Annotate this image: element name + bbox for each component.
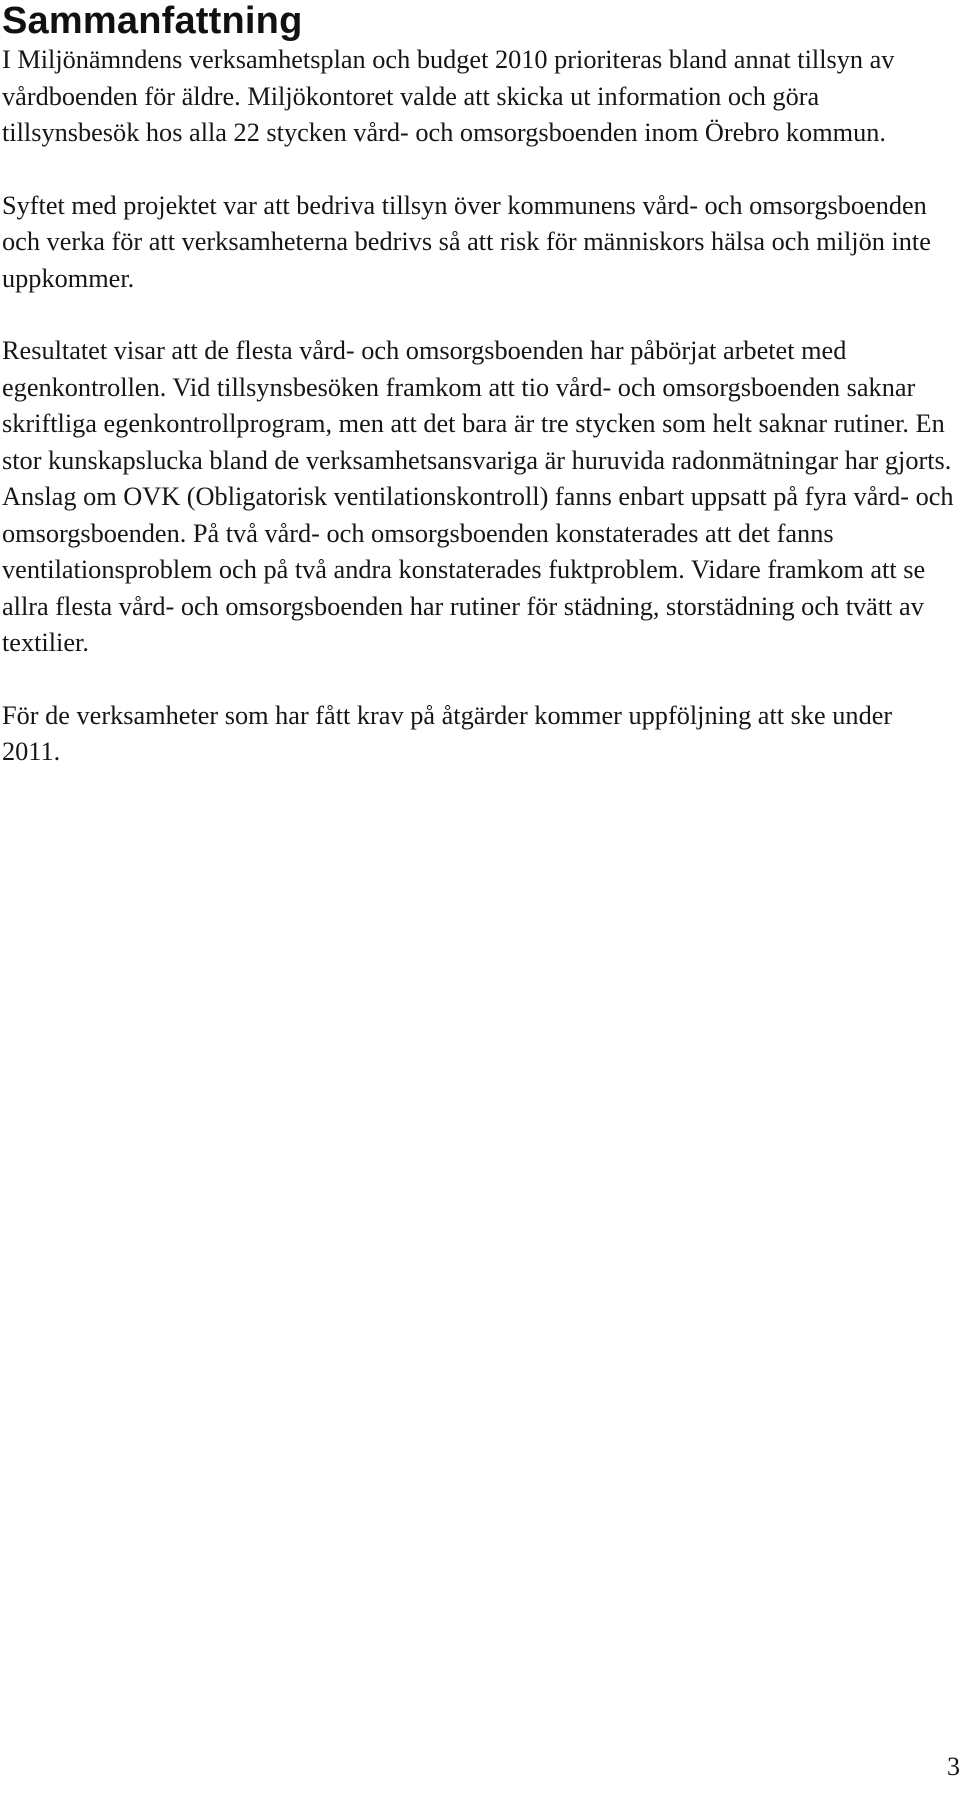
paragraph-purpose: Syftet med projektet var att bedriva tillsyn över kommunens vård- och omsorgsboenden och verka för att verksamheterna bedrivs så att risk för människors hälsa och miljön inte uppkommer. xyxy=(2,190,931,293)
page-title: Sammanfattning xyxy=(2,0,303,42)
paragraph-results: Resultatet visar att de flesta vård- och omsorgsboenden har påbörjat arbetet med egenkontrollen. Vid tillsynsbesöken framkom att tio vård- och omsorgsboenden saknar skriftliga egenkontrollprogram, men att det bara är tre stycken som helt saknar rutiner. En stor kunskapslucka bland de verksamhetsansvariga är huruvida radonmätningar har gjorts. Anslag om OVK (Obligatorisk ventilationskontroll) fanns enbart uppsatt på fyra vård- och omsorgsboenden. På två vård- och omsorgsboenden konstaterades att det fanns ventilationsproblem och på två andra konstaterades fuktproblem. Vidare framkom att se allra flesta vård- och omsorgsboenden har rutiner för städning, storstädning och tvätt av textilier. xyxy=(2,336,954,657)
page-number: 3 xyxy=(947,1752,960,1781)
paragraph-follow-up: För de verksamheter som har fått krav på åtgärder kommer uppföljning att ske under 2011. xyxy=(2,700,893,766)
paragraph-intro: I Miljönämndens verksamhetsplan och budget 2010 prioriteras bland annat tillsyn av vårdboenden för äldre. Miljökontoret valde att skicka ut information och göra tillsynsbesök hos alla 22 stycken vård- och omsorgsboenden inom Örebro kommun. xyxy=(2,45,895,147)
